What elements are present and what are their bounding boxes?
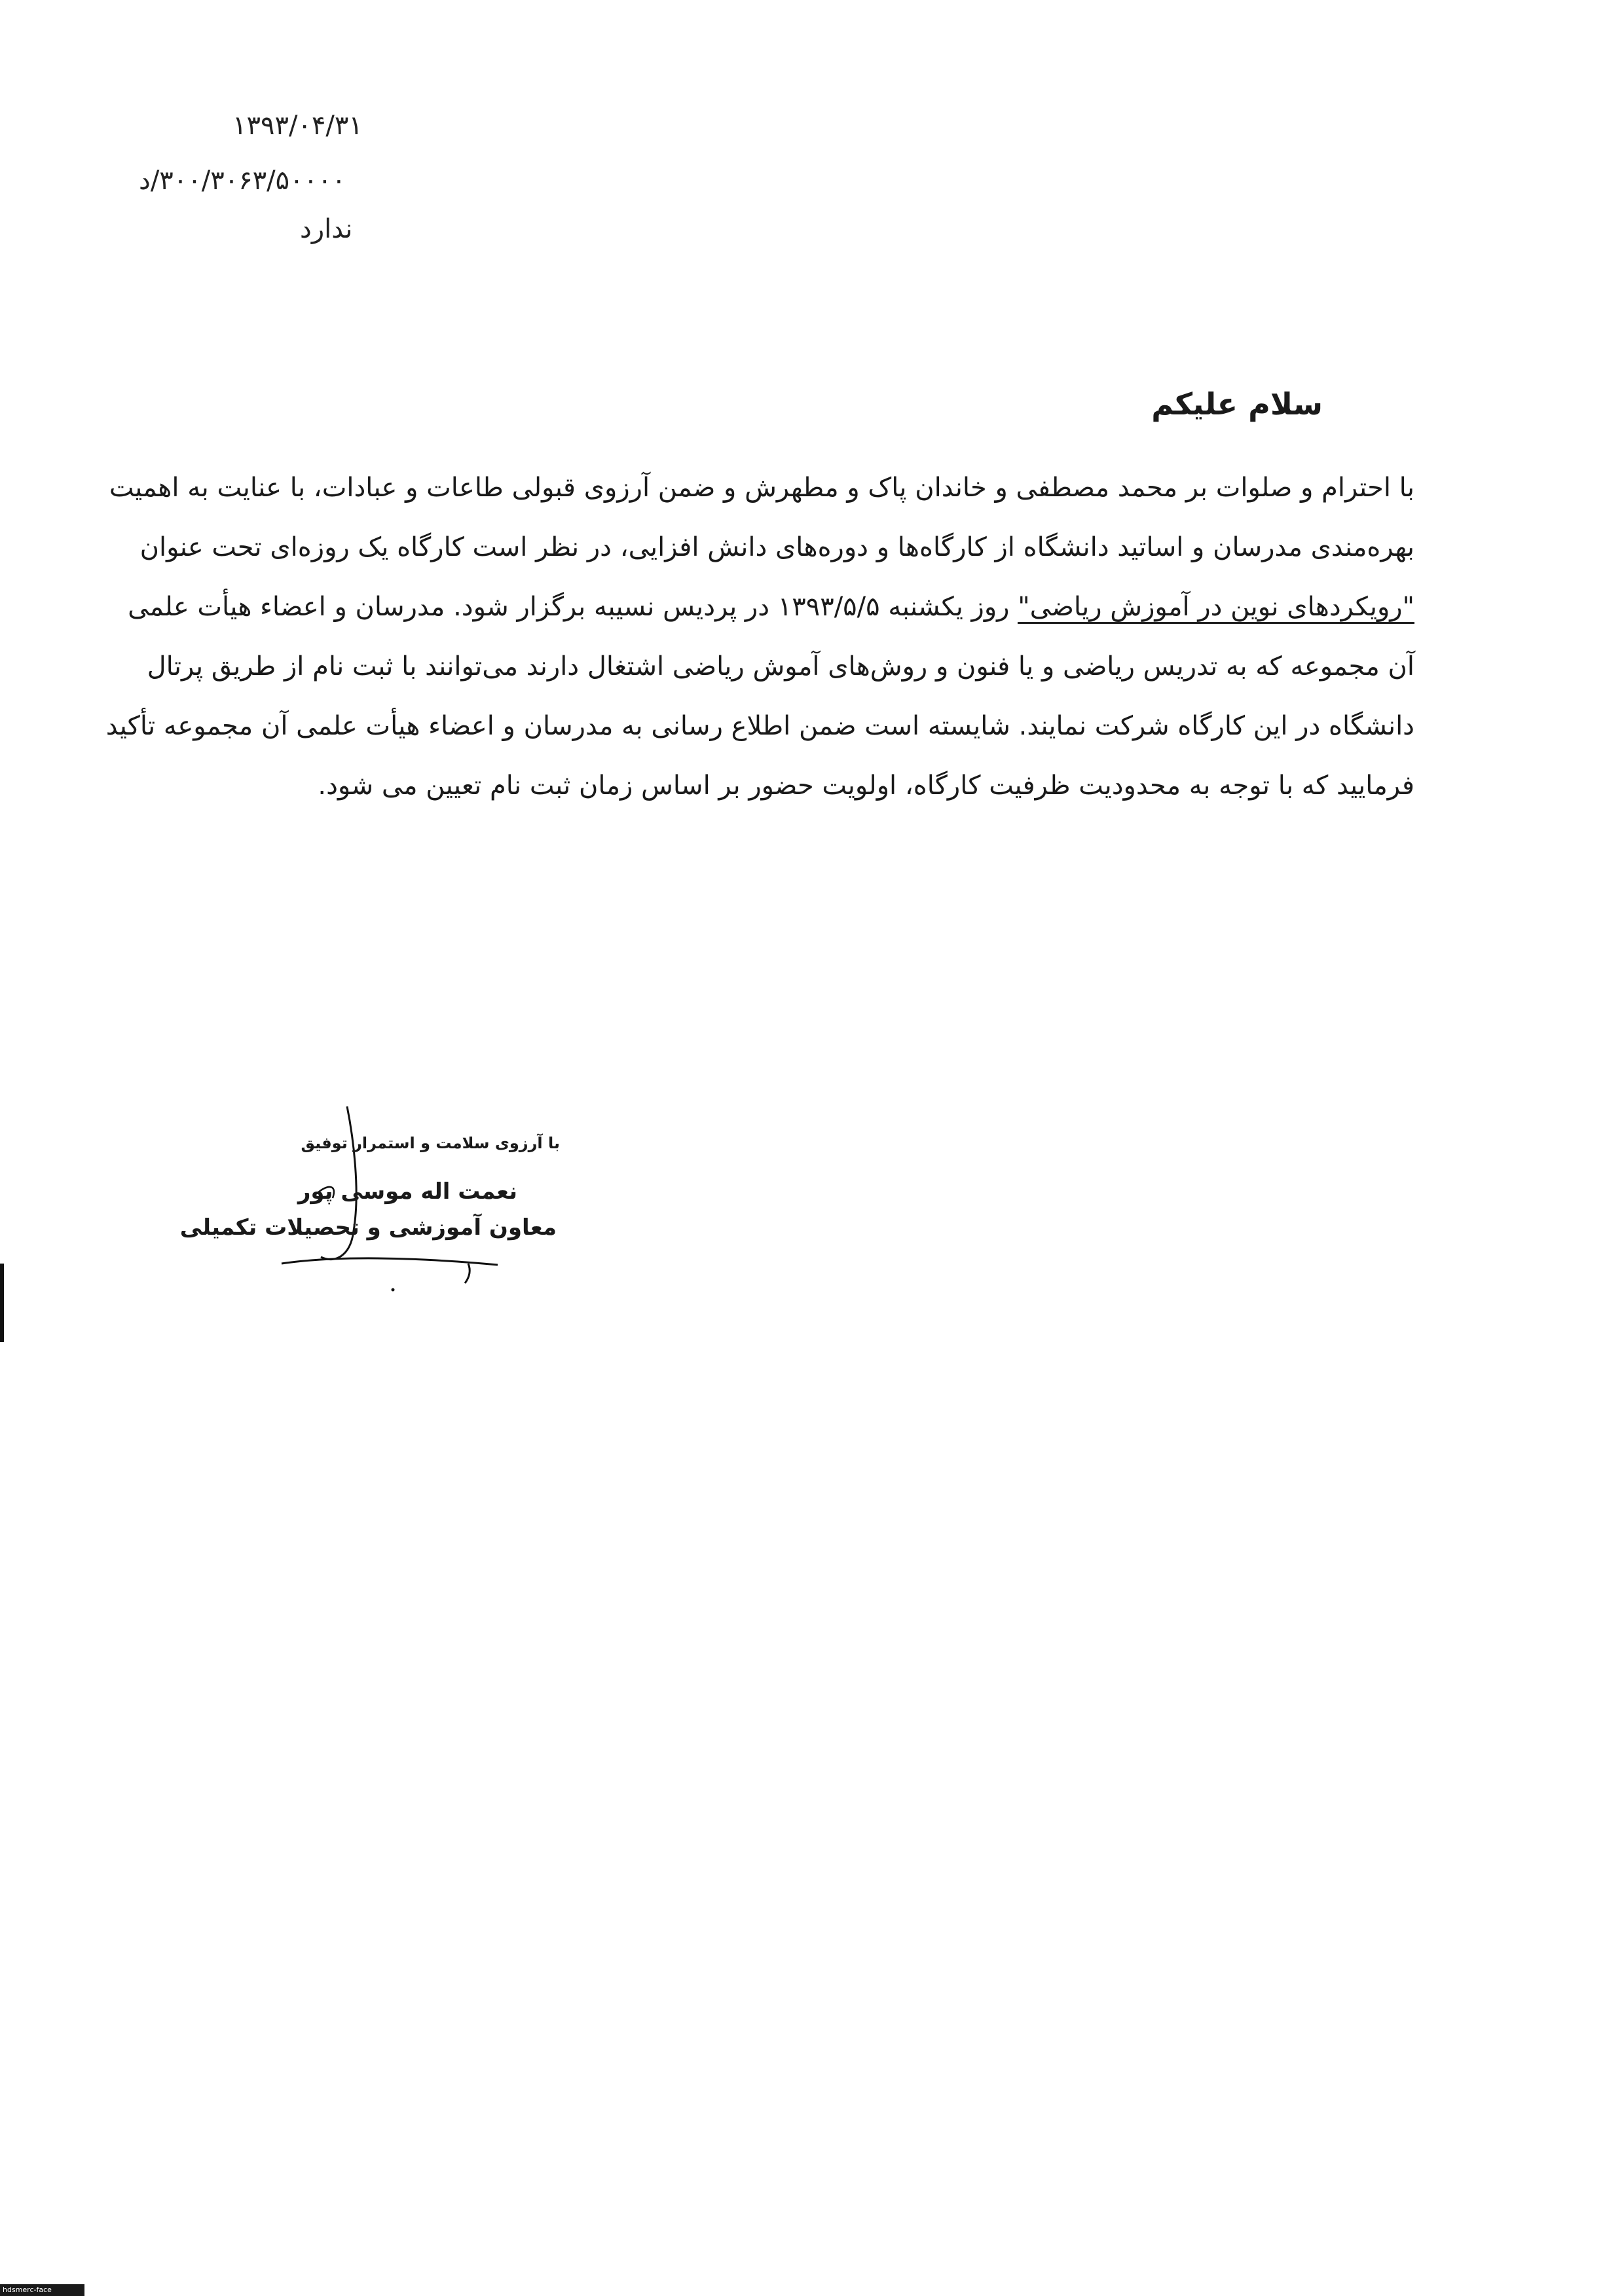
letter-attachment: ندارد [300,214,353,244]
signer-name: نعمت اله موسی پور [297,1178,517,1205]
workshop-title: "رویکردهای نوین در آموزش ریاضی" [1018,592,1414,624]
body-line: بهره‌مندی مدرسان و اساتید دانشگاه از کارگاه‌ها و دوره‌های دانش افزایی، در نظر است کارگاه یک روزه‌ای تحت عنوان [139,532,1414,562]
letter-number: ۳۰۰/۳۰۶۳/۵۰۰۰۰/د [139,166,346,196]
body-line [128,577,1414,637]
body-line: با احترام و صلوات بر محمد مصطفی و خاندان پاک و مطهرش و ضمن آرزوی قبولی طاعات و عبادات، با عنایت به اهمیت [109,473,1414,503]
greeting: سلام علیکم [1151,386,1323,422]
body-line-rest: روز یکشنبه ۱۳۹۳/۵/۵ در پردیس نسیبه برگزار شود. مدرسان و اعضاء هیأت علمی [128,592,1010,622]
closing-wish: با آرزوی سلامت و استمرار توفیق [301,1134,560,1152]
signature-block [179,1100,576,1296]
scan-edge-mark [0,1264,4,1342]
letter-date: ۱۳۹۳/۰۴/۳۱ [232,111,363,141]
body-line: دانشگاه در این کارگاه شرکت نمایند. شایسته است ضمن اطلاع رسانی به مدرسان و اعضاء هیأت علمی آن مجموعه تأکید [105,711,1414,741]
footer-stamp: hdsmerc-face [0,2284,84,2296]
signer-title: معاون آموزشی و تحصیلات تکمیلی [179,1214,557,1241]
body-line: فرمایید که با توجه به محدودیت ظرفیت کارگاه، اولویت حضور بر اساس زمان ثبت نام تعیین می شود. [318,771,1414,801]
body-line: آن مجموعه که به تدریس ریاضی و یا فنون و روش‌های آموش ریاضی اشتغال دارند می‌توانند با ثبت نام از طریق پرتال [147,651,1414,682]
letter-body [105,458,1414,825]
